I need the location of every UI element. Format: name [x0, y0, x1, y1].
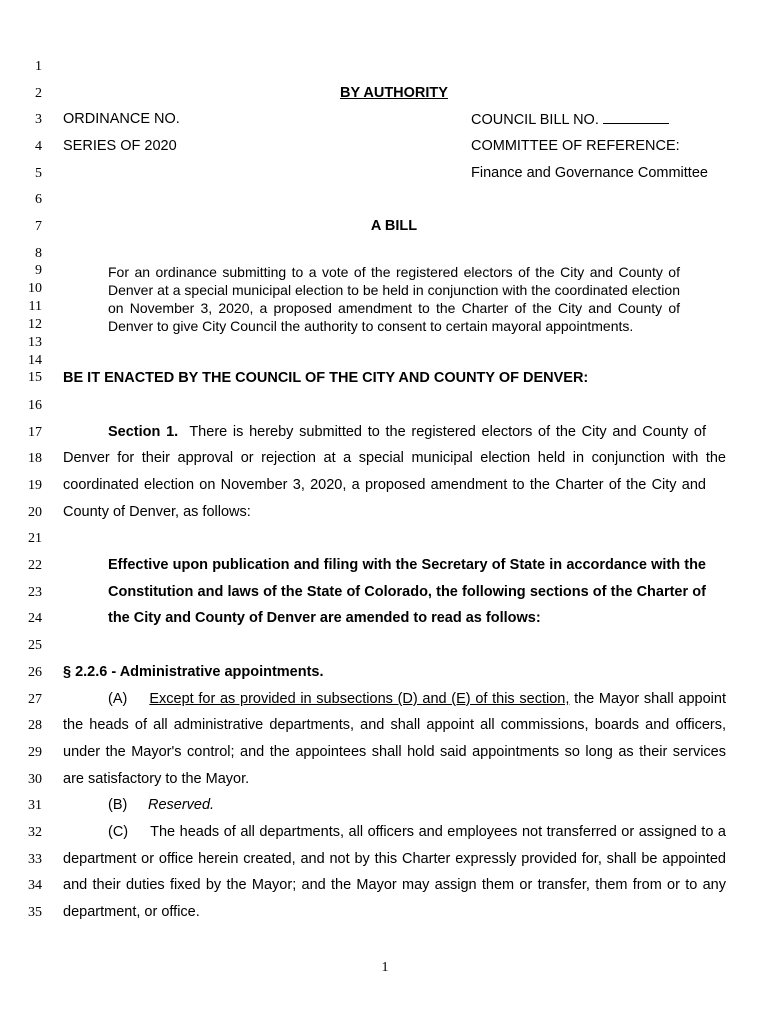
- line-number: 25: [28, 638, 42, 653]
- line-number: 26: [28, 665, 42, 680]
- line-number: 15: [28, 370, 42, 385]
- bill-summary: For an ordinance submitting to a vote of the registered electors of the City and County of Denver at a special municipal election to be held in conjunction with the coordinated election on November 3, 2020, a proposed amendment to the Charter of the City and County of Denver to give City Council the authority to consent to certain mayoral appointments.: [108, 264, 680, 334]
- subsection-b-label: (B): [108, 797, 128, 813]
- subsection-a-inserted-text: Except for as provided in subsections (D) and (E) of this section,: [149, 691, 570, 707]
- line-number: 8: [35, 246, 42, 261]
- line-number: 4: [35, 139, 42, 154]
- line-number: 34: [28, 878, 42, 893]
- section-1-line-4: County of Denver, as follows:: [63, 504, 251, 520]
- subsection-c-line-2: department or office herein created, and not by this Charter expressly provided for, shall be appointed: [63, 851, 726, 867]
- subsection-a-rest: the Mayor shall appoint: [574, 691, 726, 707]
- subsection-a-text: [149, 691, 726, 708]
- subsection-c-text: The heads of all departments, all officers and employees not transferred or assigned to a: [150, 824, 726, 840]
- line-number: 18: [28, 451, 42, 466]
- committee-of-reference-label: COMMITTEE OF REFERENCE:: [471, 138, 680, 154]
- line-number: 17: [28, 425, 42, 440]
- line-number: 20: [28, 505, 42, 520]
- council-bill-number-blank: [603, 111, 669, 124]
- line-number: 16: [28, 398, 42, 413]
- subsection-c-line-3: and their duties fixed by the Mayor; and the Mayor may assign them or transfer, them from or to any: [63, 877, 726, 893]
- enacting-clause: BE IT ENACTED BY THE COUNCIL OF THE CITY AND COUNTY OF DENVER:: [63, 370, 589, 386]
- line-number: 3: [35, 112, 42, 127]
- line-number: 11: [28, 299, 42, 314]
- line-number: 35: [28, 905, 42, 920]
- section-1-text: There is hereby submitted to the registered electors of the City and County of: [189, 424, 706, 440]
- line-number: 6: [35, 192, 42, 207]
- ordinance-number-label: ORDINANCE NO.: [63, 111, 180, 127]
- council-bill-number-label: COUNCIL BILL NO.: [471, 112, 599, 128]
- line-number: 13: [28, 335, 42, 350]
- section-1-line-1: [108, 424, 706, 441]
- page-number: 1: [381, 960, 389, 975]
- line-number: 1: [35, 59, 42, 74]
- line-number: 9: [35, 263, 42, 278]
- line-number: 33: [28, 852, 42, 867]
- line-number: 2: [35, 86, 42, 101]
- line-number: 22: [28, 558, 42, 573]
- subsection-a-line-4: are satisfactory to the Mayor.: [63, 771, 250, 787]
- line-number: 14: [28, 353, 42, 368]
- by-authority-heading: BY AUTHORITY: [340, 85, 448, 101]
- section-226-heading: § 2.2.6 - Administrative appointments.: [63, 664, 324, 680]
- line-number: 31: [28, 798, 42, 813]
- line-number: 27: [28, 692, 42, 707]
- line-number: 23: [28, 585, 42, 600]
- line-number: 12: [28, 317, 42, 332]
- section-1-line-2: Denver for their approval or rejection at a special municipal election held in conjunction with the: [63, 450, 726, 466]
- council-bill-number: [471, 111, 669, 129]
- line-number: 32: [28, 825, 42, 840]
- subsection-a-line-2: the heads of all administrative departments, and shall appoint all commissions, boards and officers,: [63, 717, 726, 733]
- section-1-label: Section 1.: [108, 424, 179, 440]
- line-number: 30: [28, 772, 42, 787]
- subsection-b-text: Reserved.: [148, 797, 215, 813]
- line-number: 24: [28, 611, 42, 626]
- line-number: 7: [35, 219, 42, 234]
- subsection-c-line-1: [108, 824, 726, 841]
- line-number: 5: [35, 166, 42, 181]
- line-number: 21: [28, 531, 42, 546]
- series-label: SERIES OF 2020: [63, 138, 177, 154]
- line-number: 19: [28, 478, 42, 493]
- line-number: 28: [28, 718, 42, 733]
- section-1-line-3: coordinated election on November 3, 2020, a proposed amendment to the Charter of the City and: [63, 477, 706, 493]
- subsection-a-line-3: under the Mayor's control; and the appointees shall hold said appointments so long as their services: [63, 744, 726, 760]
- a-bill-heading: A BILL: [370, 218, 418, 234]
- committee-name: Finance and Governance Committee: [471, 165, 708, 181]
- effective-clause-line-1: Effective upon publication and filing with the Secretary of State in accordance with the: [108, 557, 706, 573]
- subsection-c-line-4: department, or office.: [63, 904, 200, 920]
- subsection-a-label: (A): [108, 691, 128, 707]
- subsection-c-label: (C): [108, 824, 129, 840]
- line-number: 29: [28, 745, 42, 760]
- line-number: 10: [28, 281, 42, 296]
- effective-clause-line-2: Constitution and laws of the State of Colorado, the following sections of the Charter of: [108, 584, 706, 600]
- subsection-a-line-1: [108, 691, 726, 708]
- effective-clause-line-3: the City and County of Denver are amended to read as follows:: [108, 610, 541, 626]
